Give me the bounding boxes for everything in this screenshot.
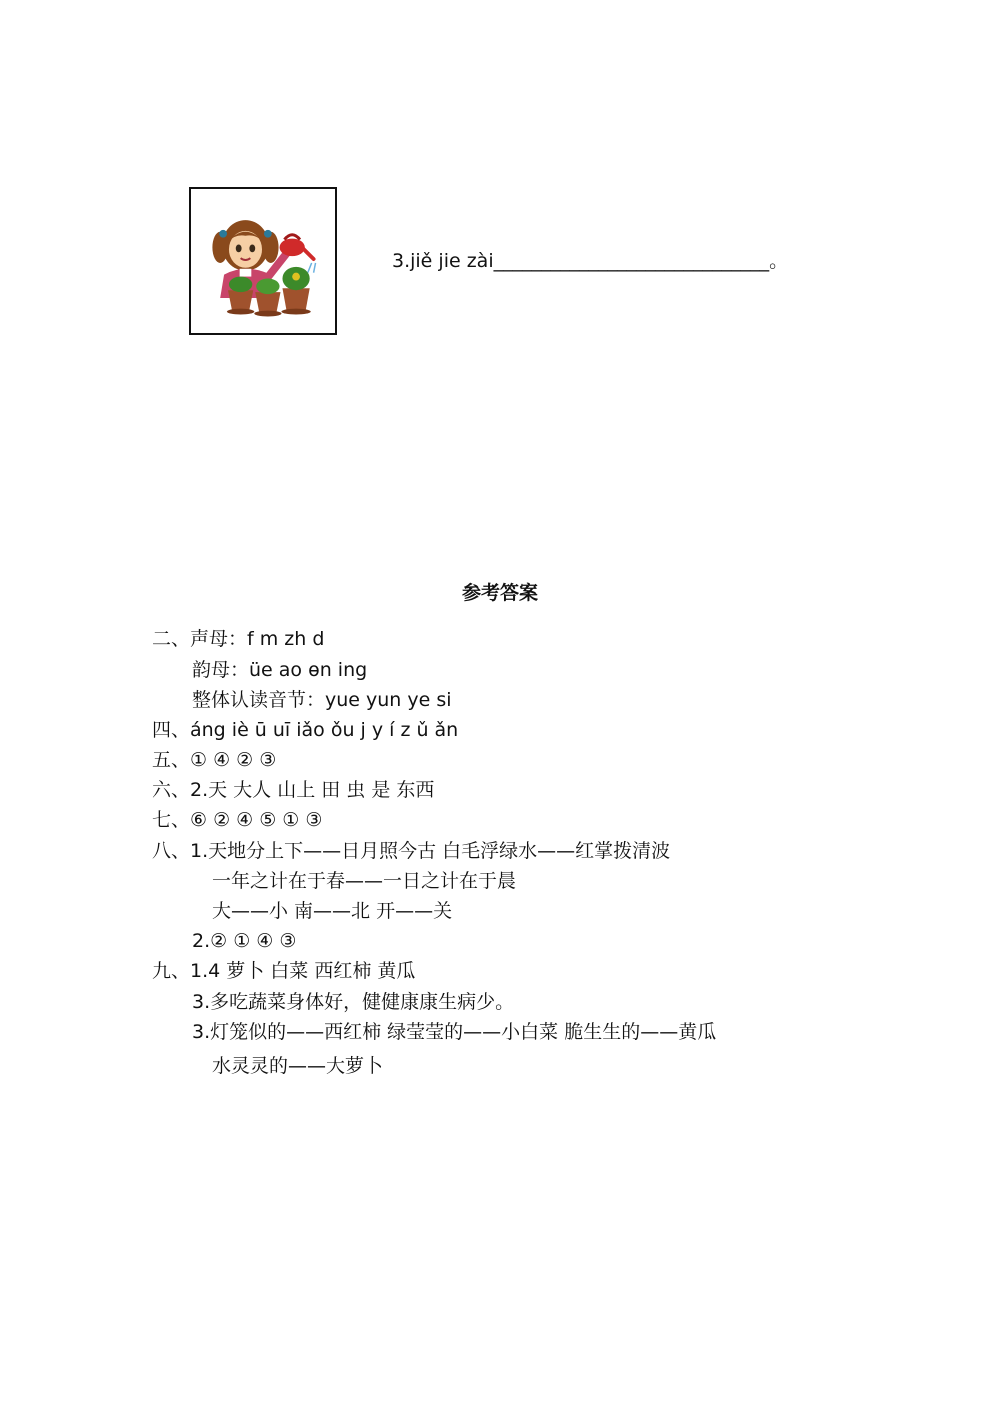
- answer-line: 水灵灵的——大萝卜: [212, 1055, 384, 1077]
- answer-line: 六、2.天 大人 山上 田 虫 是 东西: [152, 779, 435, 801]
- answer-line: 二、声母：f m zh d: [152, 628, 325, 650]
- answer-line: 五、① ④ ② ③: [152, 749, 277, 771]
- girl-watering-plants-image: [189, 187, 337, 335]
- girl-watering-plants-icon: [191, 189, 335, 333]
- answer-line: 一年之计在于春——一日之计在于晨: [212, 870, 517, 892]
- answer-line: 3.灯笼似的——西红柿 绿莹莹的——小白菜 脆生生的——黄瓜: [192, 1021, 717, 1043]
- sentence-prefix: 3.jiě jie zài: [392, 250, 494, 272]
- answer-line: 3.多吃蔬菜身体好，健健康康生病少。: [192, 991, 515, 1013]
- answer-line: 韵母：üe ao ɵn ing: [192, 659, 368, 681]
- answers-title: 参考答案: [461, 582, 538, 604]
- answer-line: 四、áng iè ū uī iǎo ǒu j y í z ǔ ǎn: [152, 719, 459, 741]
- fill-in-sentence: [392, 246, 788, 273]
- answer-line: 整体认读音节：yue yun ye si: [192, 689, 452, 711]
- answer-line: 2.② ① ④ ③: [192, 930, 297, 952]
- answer-line: 大——小 南——北 开——关: [212, 900, 453, 922]
- sentence-end: 。: [769, 250, 789, 272]
- answer-line: 八、1.天地分上下——日月照今古 白毛浮绿水——红掌拨清波: [152, 840, 671, 862]
- answer-line: 七、⑥ ② ④ ⑤ ① ③: [152, 809, 323, 831]
- sentence-blank[interactable]: _____________________________: [493, 250, 770, 272]
- answer-line: 九、1.4 萝卜 白菜 西红柿 黄瓜: [152, 960, 416, 982]
